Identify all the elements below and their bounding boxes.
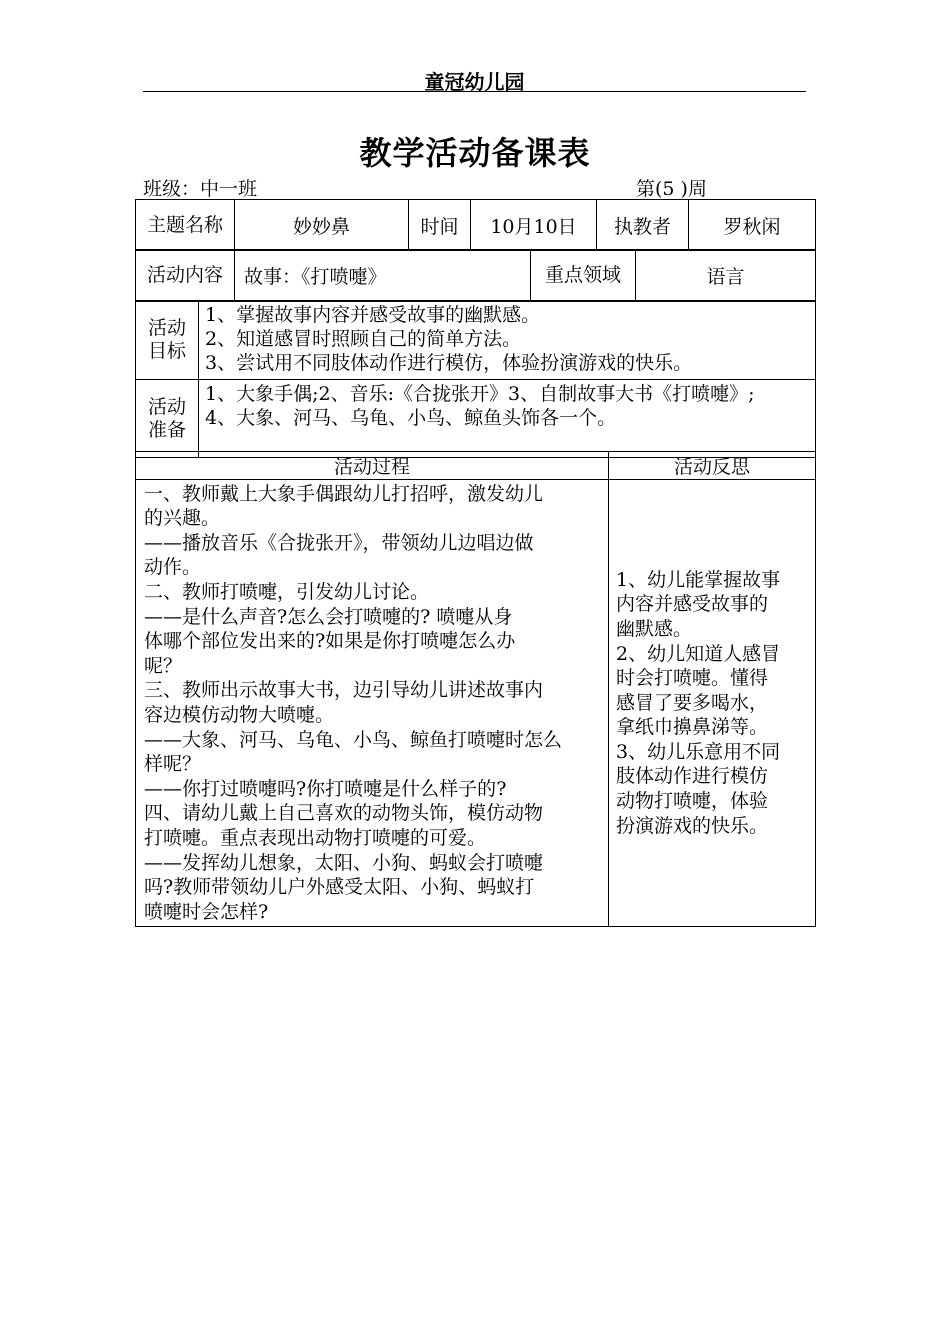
teacher-value: 罗秋闲: [689, 200, 816, 251]
reflection-line: 内容并感受故事的: [616, 593, 769, 616]
reflection-header: 活动反思: [609, 452, 816, 480]
reflection-line: 2、幼儿知道人感冒: [616, 642, 781, 665]
time-label: 时间: [409, 200, 471, 251]
school-name: 童冠幼儿园: [424, 70, 525, 94]
prep-item: 4、大象、河马、乌龟、小鸟、鲸鱼头饰各一个。: [205, 407, 617, 429]
reflection-content: [609, 480, 816, 927]
prep-content: [199, 380, 816, 458]
class-info: 班级：中一班: [143, 178, 258, 200]
process-line: 一、教师戴上大象手偶跟幼儿打招呼，激发幼儿: [144, 482, 544, 505]
goal-item: 3、尝试用不同肢体动作进行模仿，体验扮演游戏的快乐。: [205, 352, 693, 374]
reflection-line: 3、幼儿乐意用不同: [616, 740, 781, 763]
process-line: 吗?教师带领幼儿户外感受太阳、小狗、蚂蚁打: [144, 876, 535, 899]
info-table-row2: [135, 249, 816, 302]
process-line: 动作。: [144, 556, 202, 579]
process-line: ——发挥幼儿想象，太阳、小狗、蚂蚁会打喷嚏: [144, 851, 544, 874]
content-label: 活动内容: [136, 250, 235, 302]
reflection-line: 1、幼儿能掌握故事: [616, 568, 781, 591]
goals-prep-table: [135, 300, 816, 458]
process-line: 样呢？: [144, 753, 202, 776]
process-line: 二、教师打喷嚏，引发幼儿讨论。: [144, 581, 430, 604]
process-line: ——你打过喷嚏吗?你打喷嚏是什么样子的?: [144, 777, 507, 800]
process-line: 体哪个部位发出来的?如果是你打喷嚏怎么办: [144, 630, 516, 653]
reflection-line: 肢体动作进行模仿: [616, 765, 769, 788]
theme-value: 妙妙鼻: [235, 200, 409, 251]
process-line: 打喷嚏。重点表现出动物打喷嚏的可爱。: [144, 826, 487, 849]
time-value: 10月10日: [471, 200, 597, 251]
theme-label: 主题名称: [136, 200, 235, 251]
domain-label: 重点领域: [531, 250, 636, 302]
process-line: 喷嚏时会怎样?: [144, 900, 269, 923]
reflection-line: 时会打喷嚏。懂得: [616, 667, 769, 690]
info-table-row1: [135, 199, 816, 251]
process-line: ——是什么声音?怎么会打喷嚏的? 喷嚏从身: [144, 605, 513, 628]
week-info: 第(5 )周: [636, 178, 707, 200]
reflection-line: 幽默感。: [616, 617, 693, 640]
process-line: ——大象、河马、乌龟、小鸟、鲸鱼打喷嚏时怎么: [144, 728, 563, 751]
goal-item: 2、知道感冒时照顾自己的简单方法。: [205, 328, 522, 350]
reflection-line: 扮演游戏的快乐。: [616, 814, 769, 837]
process-line: 四、请幼儿戴上自己喜欢的动物头饰，模仿动物: [144, 802, 544, 825]
process-content: [136, 480, 609, 927]
content-value: 故事：《打喷嚏》: [235, 250, 531, 302]
reflection-line: 拿纸巾擤鼻涕等。: [616, 716, 769, 739]
header-rule: [143, 91, 806, 92]
process-line: ——播放音乐《合拢张开》，带领幼儿边唱边做: [144, 531, 534, 554]
goals-content: [199, 301, 816, 380]
process-table: [135, 451, 816, 927]
page-title: 教学活动备课表: [359, 134, 591, 172]
process-line: 的兴趣。: [144, 507, 221, 530]
process-line: 容边模仿动物大喷嚏。: [144, 704, 335, 726]
process-header: 活动过程: [136, 452, 609, 480]
prep-label: 活动准备: [136, 380, 199, 458]
reflection-line: 感冒了要多喝水，: [616, 691, 769, 714]
goal-item: 1、掌握故事内容并感受故事的幽默感。: [205, 304, 541, 326]
reflection-line: 动物打喷嚏，体验: [616, 790, 769, 813]
process-line: 呢？: [144, 654, 183, 677]
process-line: 三、教师出示故事大书，边引导幼儿讲述故事内: [144, 679, 544, 702]
prep-item: 1、大象手偶;2、音乐:《合拢张开》3、自制故事大书《打喷嚏》;: [205, 383, 755, 405]
goals-label: 活动目标: [136, 301, 199, 380]
domain-value: 语言: [636, 250, 816, 302]
teacher-label: 执教者: [597, 200, 689, 251]
